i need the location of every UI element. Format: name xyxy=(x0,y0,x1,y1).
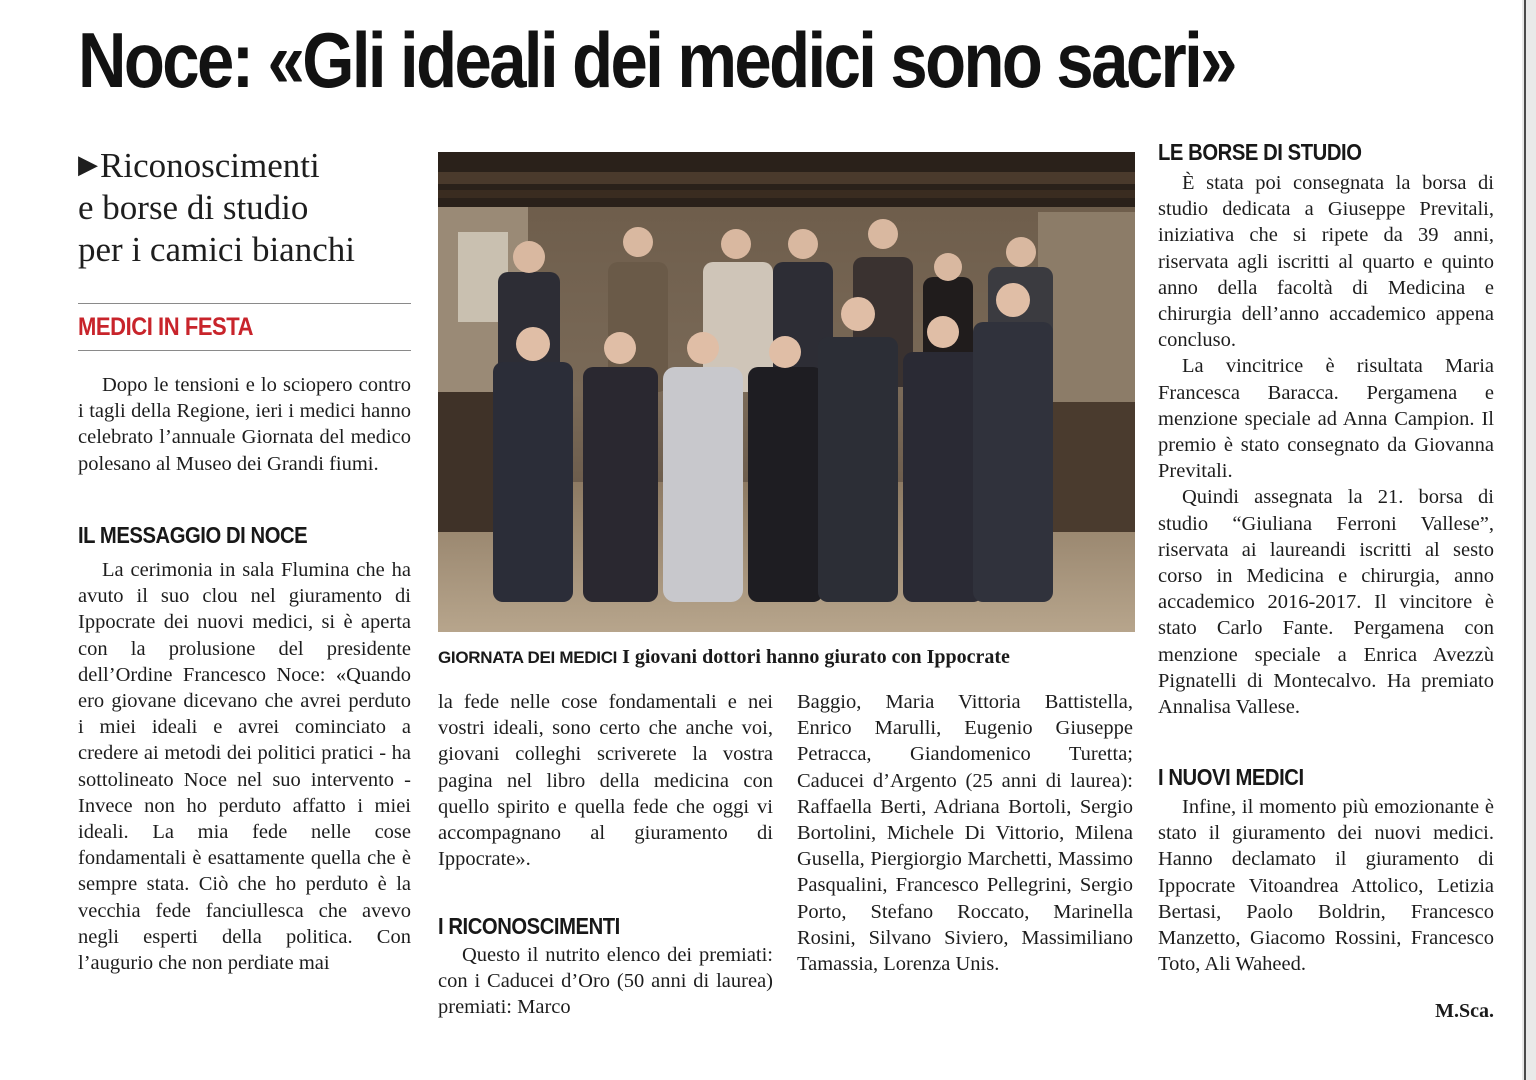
divider-top xyxy=(78,303,411,304)
group-photo xyxy=(438,152,1135,632)
column-4-body xyxy=(1158,170,1494,720)
group-photo-illustration xyxy=(438,152,1135,632)
column-1-body xyxy=(78,557,411,976)
subtitle-line-1 xyxy=(78,144,418,187)
subtitle xyxy=(78,144,418,271)
subheading-borse-di-studio: LE BORSE DI STUDIO xyxy=(1158,139,1362,165)
subtitle-line-1-text: Riconoscimenti xyxy=(100,146,320,185)
paragraph-borsa-previtali: È stata poi consegnata la borsa di studio dedicata a Giuseppe Previtali, iniziativa che si ripete da 39 anni, riservata agli iscritti al quarto e quinto anno della facoltà di Medicina e chirurgia dell’anno accademico appena concluso. xyxy=(1158,172,1494,352)
caption-kicker: GIORNATA DEI MEDICI xyxy=(438,648,618,667)
author-signature: M.Sca. xyxy=(1435,1000,1494,1022)
paragraph-vincitrice: La vincitrice è risultata Maria Francesca Baracca. Pergamena e menzione speciale ad Anna Campion. Il premio è stato consegnato da Giovanna Previtali. xyxy=(1158,355,1494,483)
column-1-intro xyxy=(78,372,411,477)
column-2-body xyxy=(438,689,773,872)
subheading-messaggio-noce: IL MESSAGGIO DI NOCE xyxy=(78,522,308,548)
paragraph-fede: la fede nelle cose fondamentali e nei vostri ideali, sono certo che anche voi, giovani colleghi scriverete la vostra pagina nel libro della medicina con quello spirito e quella fede che oggi vi accompagnano al giuramento di Ippocrate». xyxy=(438,691,773,871)
paragraph-giuramento: Infine, il momento più emozionante è stato il giuramento dei nuovi medici. Hanno declamato il giuramento di Ippocrate Vitoandrea Attolico, Letizia Bertasi, Paolo Boldrin, Francesco Manzetto, Giacomo Rossini, Francesco Toto, Ali Waheed. xyxy=(1158,796,1494,976)
subtitle-line-2: e borse di studio xyxy=(78,188,309,227)
section-kicker-medici-in-festa: MEDICI IN FESTA xyxy=(78,313,254,341)
paragraph-elenco: Baggio, Maria Vittoria Battistella, Enrico Marulli, Eugenio Giuseppe Petracca, Giandomenico Turetta; Caducei d’Argento (25 anni di laurea): Raffaella Berti, Adriana Bortoli, Sergio Bortolini, Michele Di Vittorio, Milena Gusella, Piergiorgio Marchetti, Massimo Pasqualini, Francesco Pellegrini, Sergio Porto, Stefano Roccato, Marinella Rosini, Silvano Siviero, Massimiliano Tamassia, Lorenza Unis. xyxy=(797,691,1133,976)
scan-edge-line xyxy=(1524,0,1526,1080)
headline: Noce: «Gli ideali dei medici sono sacri» xyxy=(78,16,1235,104)
triangle-bullet-icon: ▶ xyxy=(78,150,98,179)
paragraph-cerimonia: La cerimonia in sala Flumina che ha avuto il suo clou nel giuramento di Ippocrate dei nuovi medici, si è aperta con la prolusione del presidente dell’Ordine Francesco Noce: «Quando ero giovane dicevano che avrei perduto i miei ideali e avrei cominciato a credere ai metodi dei politici pratici - ha sottolineato Noce nel suo intervento - Invece non ho perduto affatto i miei ideali. La mia fede nelle cose fondamentali è esattamente quella che è sempre stata. Ciò che ho perduto è la vecchia fede fanciullesca che avevo negli esperti della politica. Con l’augurio che non perdiate mai xyxy=(78,559,411,975)
column-3-body xyxy=(797,689,1133,977)
subtitle-line-3: per i camici bianchi xyxy=(78,230,355,269)
subheading-riconoscimenti: I RICONOSCIMENTI xyxy=(438,913,620,939)
photo-caption xyxy=(438,644,1158,671)
column-4-end xyxy=(1158,794,1494,977)
divider-kicker xyxy=(78,350,411,351)
paragraph-premiati: Questo il nutrito elenco dei premiati: con i Caducei d’Oro (50 anni di laurea) premiati: Marco xyxy=(438,944,773,1019)
caption-text: I giovani dottori hanno giurato con Ippocrate xyxy=(622,646,1010,668)
paragraph-intro: Dopo le tensioni e lo sciopero contro i tagli della Regione, ieri i medici hanno celebrato l’annuale Giornata del medico polesano al Museo dei Grandi fiumi. xyxy=(78,374,411,475)
subheading-nuovi-medici: I NUOVI MEDICI xyxy=(1158,764,1304,790)
column-2-list xyxy=(438,942,773,1021)
paragraph-borsa-vallese: Quindi assegnata la 21. borsa di studio “Giuliana Ferroni Vallese”, riservata ai laureandi iscritti al sesto corso in Medicina e chirurgia, anno accademico 2016-2017. Il vincitore è stato Carlo Fante. Pergamena con menzione speciale a Enrica Avezzù Pignatelli di Montecalvo. Ha premiato Annalisa Vallese. xyxy=(1158,486,1494,719)
